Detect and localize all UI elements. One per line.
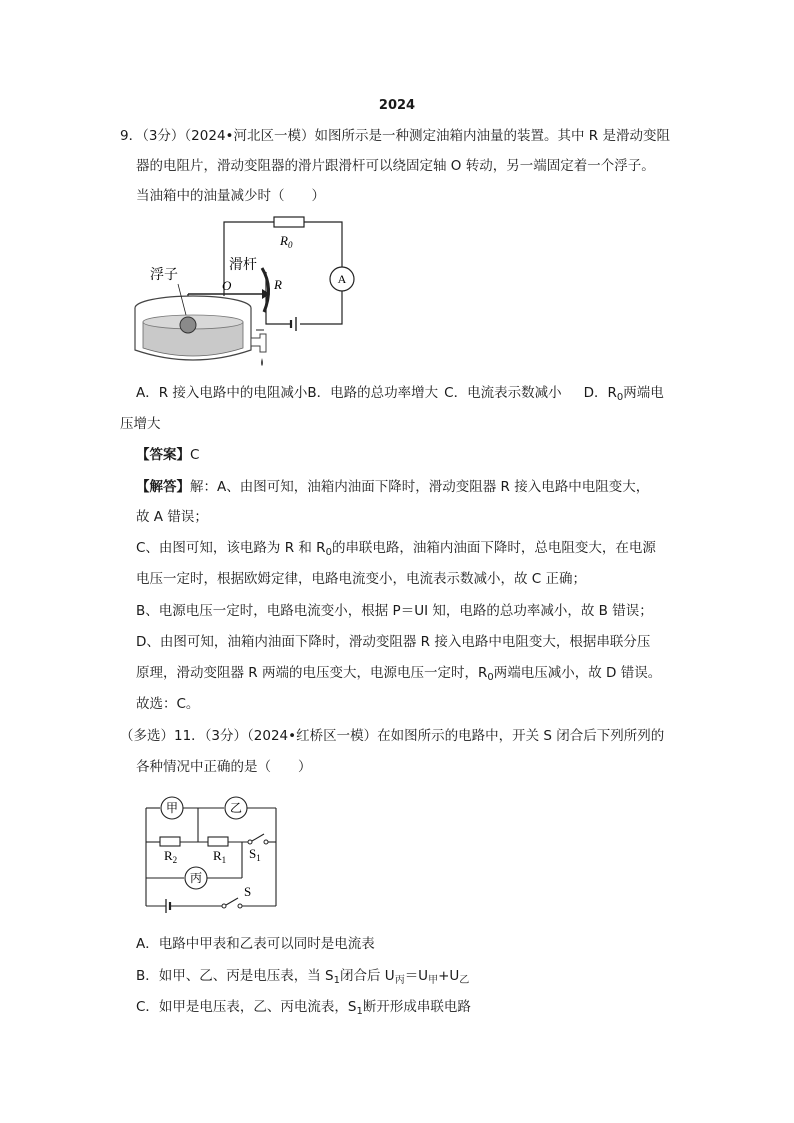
q11-option-b: B．如甲、乙、丙是电压表，当 $S_1$闭合后 $U_丙=U_甲+U_乙$: [136, 968, 470, 986]
resistor-r1: [208, 837, 228, 846]
q9-analysis-b: B、电源电压一定时，电路电流变小，根据 P＝UI 知，电路的总功率减小，故 B 错误；: [136, 603, 653, 619]
rod-label: 滑杆: [229, 258, 257, 273]
q9-analysis-d2: 原理，滑动变阻器 R 两端的电压变大，电源电压一定时，$R_0$两端电压减小，故 D 错误。: [136, 665, 662, 683]
r1-label: $R_1$: [213, 848, 227, 865]
float-ball: [180, 317, 196, 333]
drain-tap: [251, 334, 266, 352]
q9-options-line2: 压增大: [120, 416, 161, 432]
q11-stem-line2: 各种情况中正确的是（ ）: [136, 759, 312, 775]
r0-label: $R_0$: [280, 233, 293, 250]
answer-tag: 【答案】: [136, 447, 190, 463]
switch-s1: [252, 834, 264, 841]
oil-tank-circuit-figure: [128, 212, 368, 372]
switch-s: [226, 898, 238, 905]
meter-jia-label: 甲: [165, 801, 179, 815]
q9-option-d: D．$R_0$两端电: [583, 385, 664, 403]
q9-options-line1: [136, 383, 664, 408]
q9-analysis-c2: 电压一定时，根据欧姆定律，电路电流变小，电流表示数减小，故 C 正确；: [136, 571, 587, 587]
q9-analysis-a2: 故 A 错误；: [136, 509, 208, 525]
ammeter-label: A: [337, 272, 347, 286]
q9-analysis-d1: D、由图可知，油箱内油面下降时，滑动变阻器 R 接入电路中电阻变大，根据串联分压: [136, 634, 651, 650]
s-label: S: [244, 884, 252, 899]
analysis-tag: 【解答】: [136, 479, 190, 495]
q9-option-c: C．电流表示数减小: [444, 385, 562, 401]
answer-value: C: [190, 447, 200, 463]
r-label: R: [274, 277, 282, 292]
q9-conclusion: 故选：C。: [136, 696, 200, 712]
q9-answer: [136, 445, 199, 465]
meter-bing-label: 丙: [189, 871, 203, 885]
q9-analysis-a1: 【解答】解：A、由图可知，油箱内油面下降时，滑动变阻器 R 接入电路中电阻变大，: [136, 479, 650, 495]
meters-circuit-figure: [138, 792, 286, 916]
resistor-r2: [160, 837, 180, 846]
q9-stem-line3: 当油箱中的油量减少时（ ）: [136, 188, 325, 204]
q9-stem-line2: 器的电阻片，滑动变阻器的滑片跟滑杆可以绕固定轴 O 转动，另一端固定着一个浮子。: [136, 158, 655, 174]
float-label: 浮子: [150, 268, 178, 283]
q9-option-a: A．R 接入电路中的电阻减小: [136, 385, 308, 401]
pivot-o-label: O: [222, 278, 232, 293]
page-header: 2024: [378, 98, 416, 113]
q11-option-a: A．电路中甲表和乙表可以同时是电流表: [136, 936, 375, 952]
q11-option-c: C．如甲是电压表，乙、丙电流表，$S_1$断开形成串联电路: [136, 999, 471, 1017]
s1-label: $S_1$: [249, 846, 261, 863]
meter-yi-label: 乙: [229, 801, 243, 815]
q11-stem-line1: （多选）11．（3分）（2024•红桥区一模）在如图所示的电路中，开关 S 闭合后下列所列的: [120, 728, 665, 744]
q9-stem-line1: 9．（3分）（2024•河北区一模）如图所示是一种测定油箱内油量的装置。其中 R 是滑动变阻: [120, 128, 670, 144]
resistor-r0: [274, 217, 304, 227]
r2-label: $R_2$: [164, 848, 178, 865]
q9-analysis-c1: C、由图可知，该电路为 R 和 $R_0$的串联电路，油箱内油面下降时，总电阻变大，在电源: [136, 540, 656, 558]
q9-option-b: B．电路的总功率增大: [307, 385, 439, 401]
